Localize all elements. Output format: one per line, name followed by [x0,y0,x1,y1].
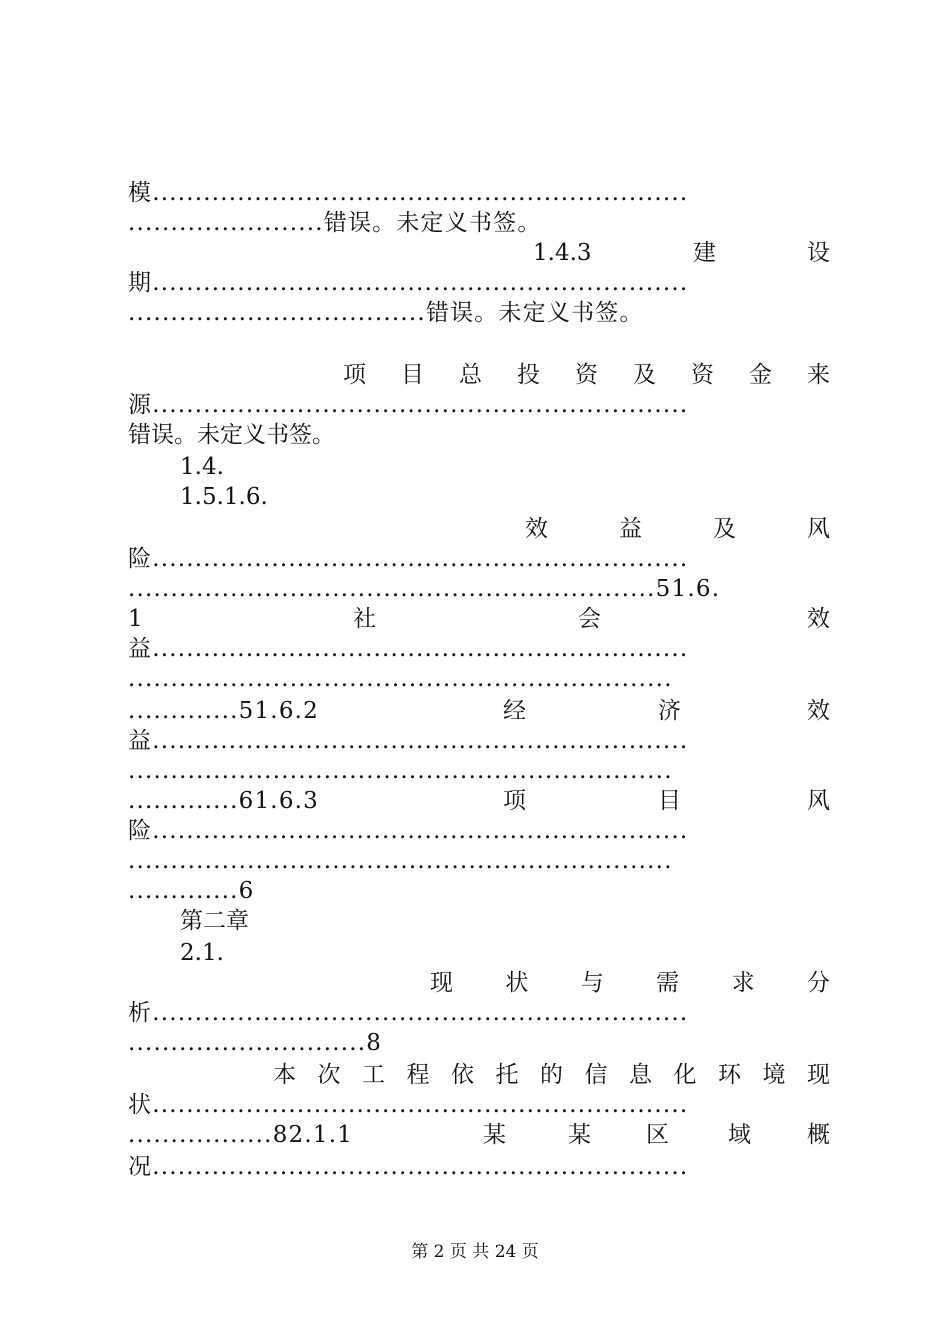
toc-entry-economic-benefit[interactable] [128,696,830,726]
toc-line: 益............................................................... [128,728,689,754]
toc-char: 境 [762,1062,786,1088]
toc-char: 息 [629,1062,652,1088]
toc-char: 金 [749,362,772,388]
toc-entry-status-analysis[interactable] [430,968,830,998]
toc-line: ................................................................ [128,758,673,784]
toc-char: 济 [658,698,681,724]
toc-line: .............6 [128,878,255,904]
toc-line: 模............................................................... [128,180,689,206]
toc-line: 错误。未定义书签。 [128,422,335,448]
toc-line: 险............................................................... [128,818,689,844]
toc-line: 源............................................................... [128,392,689,418]
toc-number: 1 [128,606,143,632]
toc-char: 信 [584,1062,608,1088]
toc-char: 设 [807,240,830,266]
toc-char: 目 [401,362,424,388]
toc-char: 效 [807,606,830,632]
toc-char: 现 [430,970,453,996]
toc-line: 况............................................................... [128,1154,689,1180]
toc-char: 风 [807,516,830,542]
toc-char: 现 [807,1062,830,1088]
toc-line: ............................8 [128,1030,383,1056]
toc-line: 险............................................................... [128,546,689,572]
toc-char: 与 [580,970,604,996]
toc-char: 工 [362,1062,385,1088]
toc-char: 状 [505,970,529,996]
toc-entry-region-overview[interactable] [128,1120,830,1150]
toc-number: 1.5.1.6. [180,484,268,510]
toc-char: 效 [807,698,830,724]
toc-char: 区 [646,1122,669,1148]
page-footer: 第 2 页 共 24 页 [411,1242,539,1262]
toc-leader: .................82.1.1 [128,1122,354,1148]
toc-char: 次 [317,1062,341,1088]
toc-char: 目 [658,788,681,814]
toc-entry-investment[interactable] [343,360,830,390]
toc-entry-social-benefit[interactable] [128,604,830,634]
toc-char: 某 [483,1122,506,1148]
toc-char: 资 [575,362,598,388]
toc-number: 1.4.3 [533,240,592,266]
toc-entry-1-4-3[interactable] [128,238,830,268]
toc-char: 投 [517,362,540,388]
toc-char: 求 [731,970,755,996]
toc-char: 经 [503,698,526,724]
toc-line: 状............................................................... [128,1092,689,1118]
toc-char: 资 [691,362,714,388]
toc-char: 某 [568,1122,591,1148]
toc-char: 及 [633,362,656,388]
toc-char: 益 [619,516,642,542]
toc-char: 及 [713,516,736,542]
toc-number: 2.1. [180,940,224,966]
toc-number: 1.4. [180,454,224,480]
toc-chapter[interactable]: 第二章 [180,908,249,934]
toc-char: 会 [578,606,601,632]
toc-char: 域 [728,1122,751,1148]
toc-leader: .............61.6.3 [128,788,319,814]
toc-char: 分 [806,970,830,996]
toc-entry-it-environment[interactable] [273,1060,830,1090]
toc-char: 依 [451,1062,474,1088]
toc-line: ...................................错误。未定义书签。 [128,300,644,326]
toc-line: 析............................................................... [128,1000,689,1026]
toc-char: 建 [693,240,716,266]
toc-char: 需 [656,970,680,996]
toc-line: ..............................................................51.6. [128,576,721,602]
toc-char: 社 [353,606,376,632]
toc-char: 效 [525,516,548,542]
toc-entry-benefit-risk[interactable] [525,514,830,544]
toc-line: 益............................................................... [128,636,689,662]
toc-entry-project-risk[interactable] [128,786,830,816]
toc-char: 风 [807,788,830,814]
toc-line: ................................................................ [128,848,673,874]
toc-char: 概 [807,1122,830,1148]
toc-char: 来 [807,362,830,388]
toc-line: .......................错误。未定义书签。 [128,210,542,236]
toc-leader: .............51.6.2 [128,698,319,724]
toc-char: 程 [406,1062,430,1088]
toc-char: 项 [503,788,526,814]
toc-line: 期............................................................... [128,270,689,296]
toc-char: 项 [343,362,366,388]
toc-char: 化 [673,1062,697,1088]
toc-line: ................................................................ [128,666,673,692]
toc-char: 托 [495,1062,519,1088]
toc-char: 本 [273,1062,296,1088]
toc-char: 的 [540,1062,563,1088]
toc-char: 总 [459,362,482,388]
toc-char: 环 [718,1062,741,1088]
